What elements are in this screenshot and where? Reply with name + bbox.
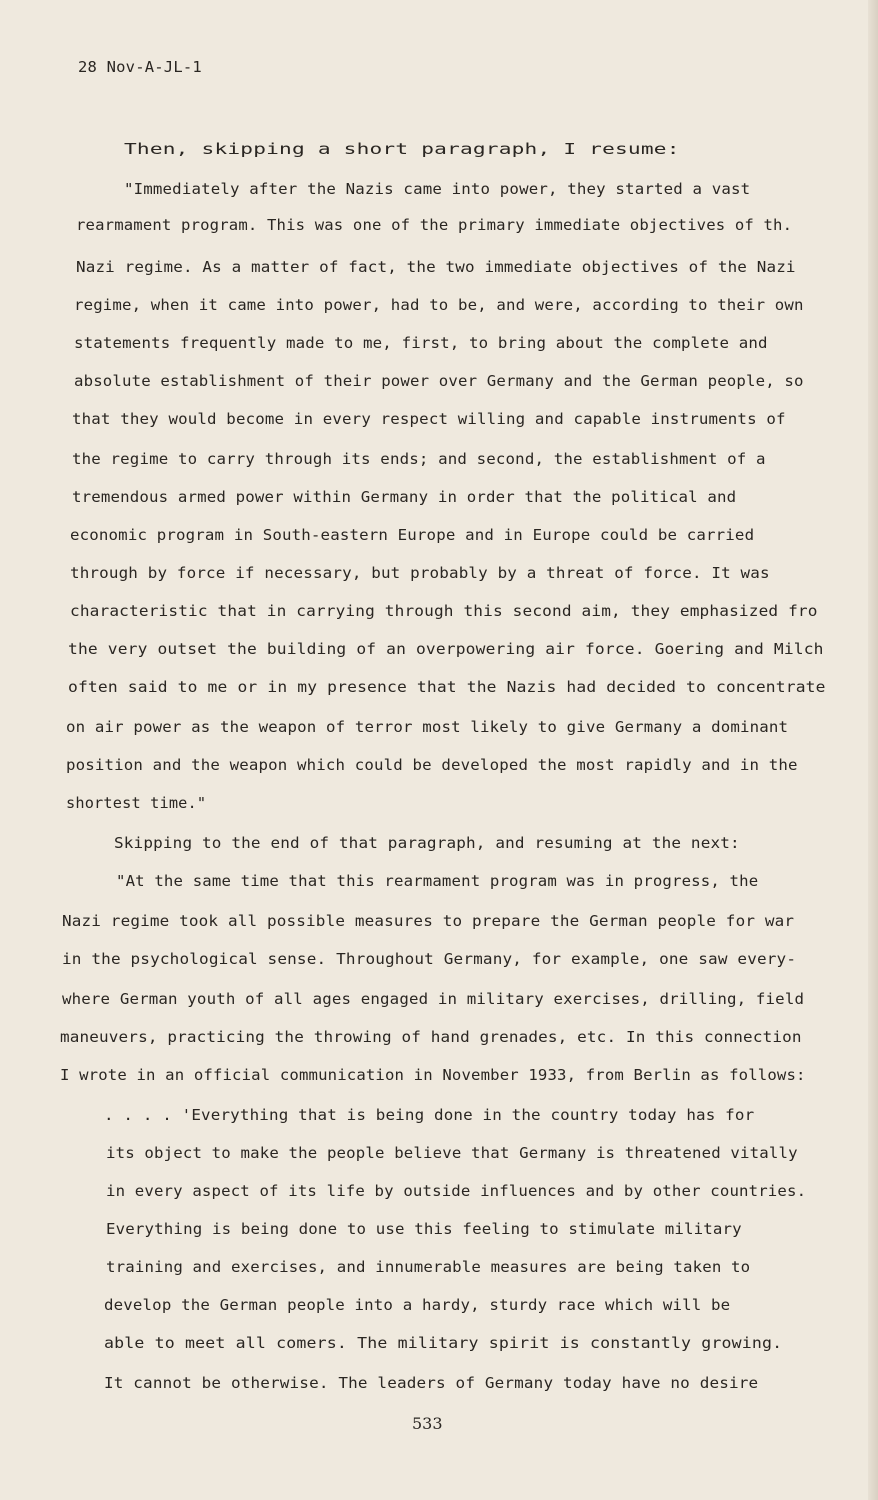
text-line: absolute establishment of their power over Germany and the German people, so [74,372,804,390]
text-line: that they would become in every respect willing and capable instruments of [72,410,786,428]
text-line: position and the weapon which could be developed the most rapidly and in the [66,756,798,774]
paper-edge [868,0,878,1500]
text-line: rearmament program. This was one of the primary immediate objectives of th. [76,216,793,234]
text-line: regime, when it came into power, had to be, and were, according to their own [74,296,804,314]
text-line: Skipping to the end of that paragraph, and resuming at the next: [114,834,740,852]
text-line: the regime to carry through its ends; and second, the establishment of a [72,450,766,468]
text-line: Nazi regime took all possible measures to prepare the German people for war [62,912,795,930]
text-line: . . . . 'Everything that is being done in the country today has for [104,1106,755,1124]
text-line: the very outset the building of an overpowering air force. Goering and Milch [68,640,824,658]
text-line: in the psychological sense. Throughout Germany, for example, one saw every- [62,950,797,968]
text-line: training and exercises, and innumerable measures are being taken to [106,1258,751,1276]
text-line: economic program in South-eastern Europe and in Europe could be carried [70,526,755,544]
page-number: 533 [412,1414,443,1433]
text-line: tremendous armed power within Germany in order that the political and [72,488,737,506]
text-line: I wrote in an official communication in November 1933, from Berlin as follows: [60,1066,806,1084]
text-line: Then, skipping a short paragraph, I resume: [124,140,680,158]
text-line: statements frequently made to me, first, to bring about the complete and [74,334,768,352]
text-line: its object to make the people believe that Germany is threatened vitally [106,1144,798,1162]
text-line: It cannot be otherwise. The leaders of Germany today have no desire [104,1374,759,1392]
text-line: maneuvers, practicing the throwing of hand grenades, etc. In this connection [60,1028,802,1046]
document-header: 28 Nov-A-JL-1 [78,58,202,76]
text-line: shortest time." [66,794,207,812]
text-line: "At the same time that this rearmament program was in progress, the [116,872,759,890]
text-line: where German youth of all ages engaged in military exercises, drilling, field [62,990,805,1008]
text-line: "Immediately after the Nazis came into power, they started a vast [124,180,751,198]
text-line: characteristic that in carrying through this second aim, they emphasized fro [70,602,818,620]
text-line: develop the German people into a hardy, sturdy race which will be [104,1296,731,1314]
text-line: Everything is being done to use this feeling to stimulate military [106,1220,742,1238]
text-line: on air power as the weapon of terror most likely to give Germany a dominant [66,718,789,736]
text-line: through by force if necessary, but probably by a threat of force. It was [70,564,770,582]
text-line: often said to me or in my presence that the Nazis had decided to concentrate [68,678,826,696]
text-line: Nazi regime. As a matter of fact, the two immediate objectives of the Nazi [76,258,796,276]
text-line: in every aspect of its life by outside influences and by other countries. [106,1182,807,1200]
text-line: able to meet all comers. The military spirit is constantly growing. [104,1334,783,1352]
